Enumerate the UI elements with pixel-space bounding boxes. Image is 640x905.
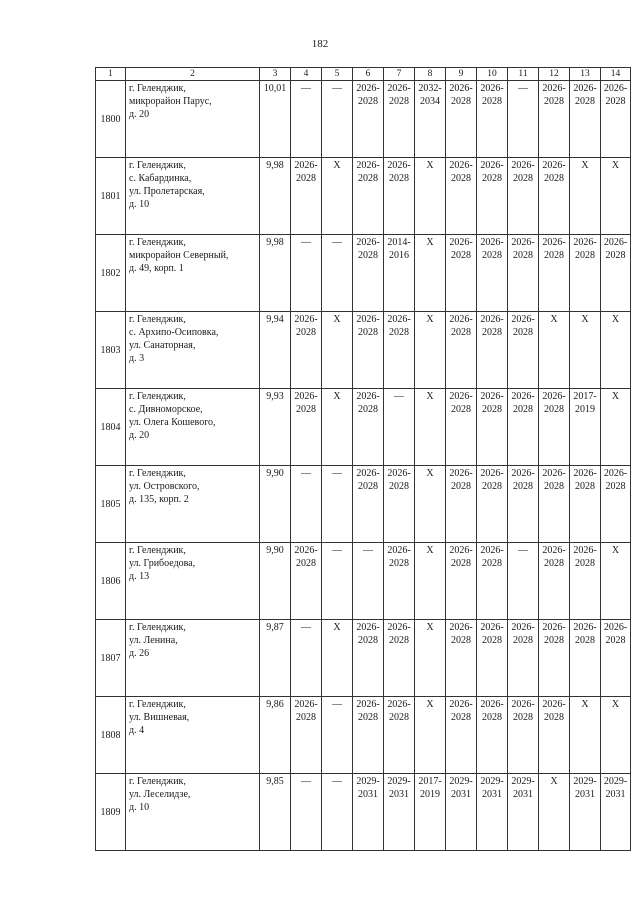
row-number-cell: 1800 [96,81,126,158]
row-number-cell: 1802 [96,235,126,312]
table-row [96,774,631,851]
period-cell: — [291,235,322,312]
column-number-cell: 9 [446,68,477,81]
period-cell: 2026- 2028 [508,235,539,312]
period-cell: Х [539,774,570,851]
period-cell: 2014- 2016 [384,235,415,312]
period-cell: 2017- 2019 [415,774,446,851]
period-cell: 2026- 2028 [353,312,384,389]
period-cell: 2026- 2028 [353,81,384,158]
column-number-cell: 2 [126,68,260,81]
column-number-cell: 13 [570,68,601,81]
period-cell: 2026- 2028 [446,235,477,312]
period-cell: 2026- 2028 [353,620,384,697]
period-cell: 2029- 2031 [570,774,601,851]
period-cell: 2026- 2028 [539,235,570,312]
column-number-cell: 12 [539,68,570,81]
period-cell: Х [601,158,631,235]
column-number-cell: 3 [260,68,291,81]
period-cell: — [322,697,353,774]
row-number-cell: 1805 [96,466,126,543]
period-cell: 2026- 2028 [539,389,570,466]
period-cell: — [384,389,415,466]
period-cell: Х [415,620,446,697]
address-cell: г. Геленджик, ул. Ленина, д. 26 [126,620,260,697]
period-cell: 2026- 2028 [539,620,570,697]
period-cell: 2026- 2028 [570,235,601,312]
address-cell: г. Геленджик, микрорайон Северный, д. 49, корп. 1 [126,235,260,312]
period-cell: 2026- 2028 [353,389,384,466]
row-number-cell: 1801 [96,158,126,235]
period-cell: Х [415,543,446,620]
column-number-cell: 6 [353,68,384,81]
period-cell: 2017- 2019 [570,389,601,466]
area-cell: 9,90 [260,543,291,620]
period-cell: 2026- 2028 [477,235,508,312]
period-cell: 2026- 2028 [508,697,539,774]
period-cell: Х [415,389,446,466]
period-cell: 2026- 2028 [446,312,477,389]
address-cell: г. Геленджик, ул. Грибоедова, д. 13 [126,543,260,620]
period-cell: Х [322,620,353,697]
address-cell: г. Геленджик, с. Кабардинка, ул. Пролетарская, д. 10 [126,158,260,235]
period-cell: 2026- 2028 [539,158,570,235]
period-cell: 2026- 2028 [446,697,477,774]
period-cell: 2026- 2028 [570,543,601,620]
period-cell: 2032- 2034 [415,81,446,158]
period-cell: — [353,543,384,620]
period-cell: 2026- 2028 [291,389,322,466]
column-number-cell: 5 [322,68,353,81]
row-number-cell: 1809 [96,774,126,851]
period-cell: Х [570,158,601,235]
table-row [96,466,631,543]
period-cell: Х [415,235,446,312]
period-cell: 2026- 2028 [384,312,415,389]
period-cell: 2026- 2028 [508,158,539,235]
period-cell: 2026- 2028 [384,158,415,235]
period-cell: 2026- 2028 [570,466,601,543]
column-number-cell: 1 [96,68,126,81]
period-cell: 2026- 2028 [446,620,477,697]
address-cell: г. Геленджик, микрорайон Парус, д. 20 [126,81,260,158]
period-cell: — [291,774,322,851]
period-cell: 2026- 2028 [353,158,384,235]
table-row [96,389,631,466]
address-cell: г. Геленджик, ул. Островского, д. 135, корп. 2 [126,466,260,543]
period-cell: Х [601,543,631,620]
period-cell: — [291,81,322,158]
address-cell: г. Геленджик, ул. Вишневая, д. 4 [126,697,260,774]
period-cell: 2026- 2028 [601,81,631,158]
period-cell: 2026- 2028 [477,697,508,774]
table-row [96,697,631,774]
period-cell: 2029- 2031 [601,774,631,851]
period-cell: 2029- 2031 [477,774,508,851]
address-cell: г. Геленджик, ул. Леселидзе, д. 10 [126,774,260,851]
period-cell: — [291,620,322,697]
period-cell: 2029- 2031 [384,774,415,851]
period-cell: 2026- 2028 [570,81,601,158]
period-cell: — [508,543,539,620]
period-cell: Х [570,312,601,389]
period-cell: 2026- 2028 [477,543,508,620]
period-cell: — [291,466,322,543]
address-cell: г. Геленджик, с. Архипо-Осиповка, ул. Санаторная, д. 3 [126,312,260,389]
table-row [96,81,631,158]
period-cell: 2026- 2028 [353,697,384,774]
period-cell: 2026- 2028 [477,158,508,235]
row-number-cell: 1806 [96,543,126,620]
period-cell: — [322,543,353,620]
period-cell: 2026- 2028 [539,81,570,158]
area-cell: 9,87 [260,620,291,697]
period-cell: 2026- 2028 [570,620,601,697]
area-cell: 9,85 [260,774,291,851]
period-cell: 2026- 2028 [601,235,631,312]
area-cell: 9,93 [260,389,291,466]
period-cell: 2026- 2028 [508,466,539,543]
row-number-cell: 1803 [96,312,126,389]
period-cell: 2026- 2028 [291,543,322,620]
table-row [96,543,631,620]
area-cell: 9,90 [260,466,291,543]
period-cell: 2026- 2028 [384,466,415,543]
period-cell: 2026- 2028 [601,620,631,697]
period-cell: Х [539,312,570,389]
area-cell: 9,86 [260,697,291,774]
column-number-cell: 10 [477,68,508,81]
area-cell: 9,98 [260,158,291,235]
period-cell: 2026- 2028 [477,466,508,543]
period-cell: — [322,774,353,851]
column-number-cell: 14 [601,68,631,81]
period-cell: 2026- 2028 [446,158,477,235]
period-cell: Х [570,697,601,774]
period-cell: 2026- 2028 [291,158,322,235]
table-body [96,68,631,851]
table-row [96,158,631,235]
period-cell: 2029- 2031 [508,774,539,851]
period-cell: Х [322,312,353,389]
period-cell: 2026- 2028 [446,466,477,543]
period-cell: 2026- 2028 [508,312,539,389]
period-cell: 2026- 2028 [446,389,477,466]
period-cell: Х [415,466,446,543]
address-cell: г. Геленджик, с. Дивноморское, ул. Олега Кошевого, д. 20 [126,389,260,466]
period-cell: 2026- 2028 [446,81,477,158]
period-cell: 2026- 2028 [384,620,415,697]
housing-register-table [95,67,631,851]
area-cell: 10,01 [260,81,291,158]
page-number: 182 [311,38,329,50]
period-cell: Х [415,158,446,235]
period-cell: 2026- 2028 [353,466,384,543]
period-cell: 2026- 2028 [291,312,322,389]
period-cell: 2026- 2028 [291,697,322,774]
row-number-cell: 1808 [96,697,126,774]
period-cell: 2029- 2031 [353,774,384,851]
period-cell: — [322,466,353,543]
period-cell: 2026- 2028 [539,697,570,774]
table-row [96,235,631,312]
period-cell: 2026- 2028 [384,81,415,158]
area-cell: 9,94 [260,312,291,389]
period-cell: 2026- 2028 [508,389,539,466]
period-cell: 2026- 2028 [477,620,508,697]
period-cell: 2026- 2028 [601,466,631,543]
period-cell: — [322,81,353,158]
period-cell: 2026- 2028 [539,543,570,620]
period-cell: Х [322,158,353,235]
table-row [96,312,631,389]
column-number-cell: 8 [415,68,446,81]
period-cell: Х [322,389,353,466]
period-cell: 2026- 2028 [353,235,384,312]
period-cell: — [508,81,539,158]
row-number-cell: 1807 [96,620,126,697]
period-cell: 2026- 2028 [384,543,415,620]
period-cell: 2026- 2028 [446,543,477,620]
column-number-row [96,68,631,81]
period-cell: 2026- 2028 [539,466,570,543]
period-cell: 2029- 2031 [446,774,477,851]
period-cell: Х [601,697,631,774]
area-cell: 9,98 [260,235,291,312]
period-cell: 2026- 2028 [477,389,508,466]
column-number-cell: 7 [384,68,415,81]
period-cell: 2026- 2028 [477,81,508,158]
period-cell: 2026- 2028 [477,312,508,389]
period-cell: Х [601,389,631,466]
column-number-cell: 11 [508,68,539,81]
period-cell: — [322,235,353,312]
period-cell: Х [601,312,631,389]
row-number-cell: 1804 [96,389,126,466]
column-number-cell: 4 [291,68,322,81]
period-cell: Х [415,312,446,389]
period-cell: 2026- 2028 [508,620,539,697]
period-cell: Х [415,697,446,774]
period-cell: 2026- 2028 [384,697,415,774]
table-row [96,620,631,697]
